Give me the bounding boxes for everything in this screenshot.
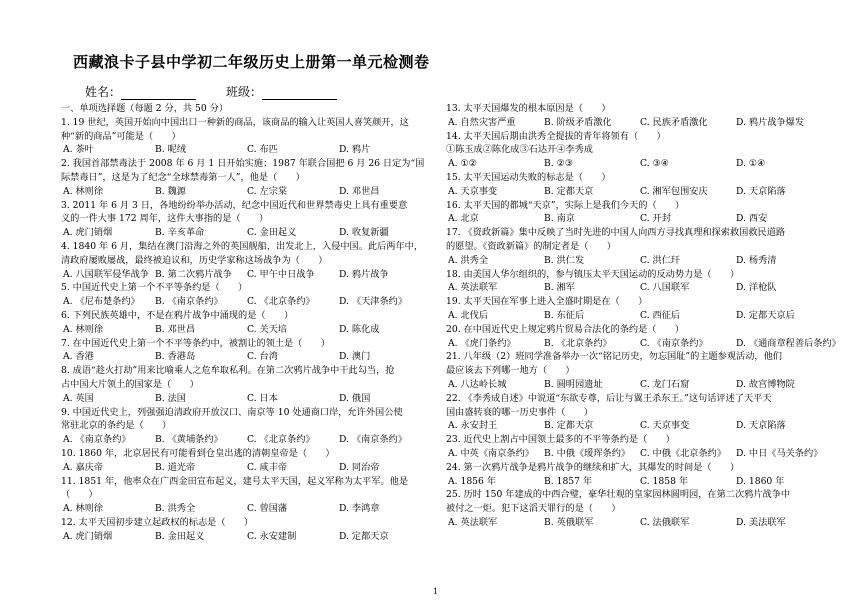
answer-option: D. 定都天京 [339,530,389,542]
answer-options [61,185,439,199]
answer-option: A. 永安封王 [448,420,498,432]
answer-options [446,281,836,295]
name-label: 姓名： [85,85,122,99]
question-text: 25. 历时 150 年建成的中西合璧，豪华壮观的皇家园林圆明园，在第二次鸦片战争中 [446,489,791,501]
answer-option: C. 龙门石窟 [640,378,690,390]
question-text: 国由盛转衰的哪一历史事件（ ） [446,406,593,418]
answer-option: B. 南京 [544,213,575,225]
answer-option: B. 香港岛 [155,351,196,363]
answer-option: C. 开封 [640,213,671,225]
answer-option: C. 湘军包围安庆 [640,185,708,197]
answer-options [61,226,439,240]
question-text: 义的一件大事 172 周年，这件大事指的是（ ） [61,213,269,225]
answer-option: A. 英法联军 [448,282,498,294]
answer-option: B. 洪仁发 [544,254,585,266]
answer-option: C. 布匹 [247,144,278,156]
answer-option: C. 天京事变 [640,420,690,432]
answer-option: D. 鸦片 [339,144,371,156]
answer-options [446,254,836,268]
answer-option: D. 收复新疆 [339,227,389,239]
answer-option: B. 中俄《瑷珲条约》 [544,447,631,459]
question-text: 清政府屡败屡战，最终被迫议和，历史学家称这场战争为（ ） [61,254,328,266]
answer-option: C. 日本 [247,392,278,404]
answer-option: B. 《黄埔条约》 [155,434,223,446]
answer-option: D. 鸦片战争 [339,268,389,280]
answer-option: B. 邓世昌 [155,323,196,335]
question-text: 2. 我国首部禁毒法于 2008 年 6 月 1 日开始实施；1987 年联合国把 6 月 26 日定为“国 [61,158,425,170]
question-text: 3. 2011 年 6 月 3 日，各地纷纷举办活动，纪念中国近代和世界禁毒史上具有重要意 [61,199,408,211]
answer-option: A. 嘉庆帝 [63,461,104,473]
question-text: 17. 《资政新篇》集中反映了当时先进的中国人向西方寻找真理和探索救国救民道路 [446,227,786,239]
answer-option: B. 金田起义 [155,530,205,542]
answer-option: B. 道光帝 [155,461,196,473]
answer-option: D. 陈化成 [339,323,380,335]
student-info [85,83,337,100]
class-blank[interactable] [262,87,337,100]
answer-option: D. ①④ [736,158,766,170]
answer-option: B. 湘军 [544,282,575,294]
answer-option: A. 八达岭长城 [448,378,507,390]
answer-options [61,143,439,157]
question-text: 的愿望。《资政新篇》的制定者是（ ） [446,240,616,252]
answer-options [446,185,836,199]
answer-option: C. 法俄联军 [640,516,690,528]
answer-option: B. ②③ [544,158,574,170]
answer-option: C. 左宗棠 [247,185,288,197]
question-text: 21. 八年级（2）班同学准备举办一次“铭记历史，勿忘国耻”的主题参观活动，他们 [446,351,782,363]
answer-option: A. 《尼布楚条约》 [63,296,140,308]
answer-option: D. 美法联军 [736,516,786,528]
answer-option: C. 西征后 [640,309,681,321]
answer-options [446,475,836,489]
answer-option: A. 香港 [63,351,94,363]
question-text: 14. 太平天国后期由洪秀全提拔的青年将领有（ ） [446,130,666,142]
question-text: 1. 19 世纪，英国开始向中国出口一种新的商品，该商品的输入让英国人喜笑颜开，这 [61,116,409,128]
answer-option: D. 同治帝 [339,461,380,473]
question-text: ①陈玉成②陈化成③石达开④李秀成 [446,144,593,156]
answer-option: C. 关天培 [247,323,288,335]
question-text: 常驻北京的条约是（ ） [61,420,172,432]
answer-option: D. 西安 [736,213,768,225]
answer-option: B. 东征后 [544,309,585,321]
exam-title: 西藏浪卡子县中学初二年级历史上册第一单元检测卷 [73,53,430,71]
answer-option: A. 《南京条约》 [63,434,131,446]
answer-option: D. 杨秀清 [736,254,777,266]
answer-option: C. 台湾 [247,351,278,363]
question-text: 23. 近代史上割占中国领土最多的不平等条约是（ ） [446,434,675,446]
answer-option: C. 曾国藩 [247,503,288,515]
answer-option: D. 鸦片战争爆发 [736,116,805,128]
answer-option: A. 洪秀全 [448,254,489,266]
answer-options [61,433,439,447]
question-text: 9. 中国近代史上，列强强迫清政府开放汉口、南京等 10 处通商口岸，允许外国公使 [61,406,403,418]
answer-option: A. 八国联军侵华战争 [63,268,149,280]
answer-option: D. 李鸿章 [339,503,380,515]
question-text: 6. 下列民族英雄中，不是在鸦片战争中涌现的是（ ） [61,309,294,321]
question-text: 种“新的商品”可能是（ ） [61,130,181,142]
answer-options [446,116,836,130]
answer-options [446,447,836,461]
class-label: 班级： [226,85,263,99]
question-text: 24. 第一次鸦片战争是鸦片战争的继续和扩大，其爆发的时间是（ ） [446,461,740,473]
question-text: 22. 《李秀成自述》中说道“东欲专尊，后让与翼王杀东王。”这句话评述了天平天 [446,392,772,404]
answer-option: A. 林则徐 [63,503,104,515]
answer-option: B. 呢绒 [155,144,186,156]
question-text: 7. 在中国近代史上第一个不平等条约中，被割让的领土是（ ） [61,337,330,349]
answer-options [446,516,836,530]
answer-option: C. 甲午中日战争 [247,268,315,280]
answer-option: A. 《虎门条约》 [448,337,516,349]
answer-options [61,350,439,364]
answer-option: C. 洪仁玕 [640,254,681,266]
answer-option: A. 北伐后 [448,309,489,321]
answer-option: C. 《北京条约》 [247,296,315,308]
answer-option: A. ①② [448,158,477,170]
answer-options [61,502,439,516]
answer-option: D. 《南京条约》 [339,434,408,446]
answer-option: C. 咸丰帝 [247,461,288,473]
question-text: 8. 成语“趁火打劫”用来比喻乘人之危牟取私利。在第二次鸦片战争中干此勾当，抢 [61,365,395,377]
answer-option: A. 自然灾害严重 [448,116,516,128]
answer-option: C. 民族矛盾激化 [640,116,708,128]
answer-option: C. 《南京条约》 [640,337,708,349]
answer-option: D. 洋枪队 [736,282,777,294]
question-text: 18. 由美国人华尔组织的，参与镇压太平天国运动的反动势力是（ ） [446,268,740,280]
answer-option: D. 故宫博物院 [736,378,795,390]
answer-option: D. 邓世昌 [339,185,380,197]
name-blank[interactable] [121,87,196,100]
question-text: 最应该去下列哪一地方（ ） [446,365,575,377]
answer-option: D. 《通商章程善后条约》 [736,337,841,349]
question-text: 15. 太平天国运动失败的标志是（ ） [446,171,611,183]
right-column [446,102,841,530]
question-text: 13. 太平天国爆发的根本原因是（ ） [446,103,611,114]
answer-option: A. 英法联军 [448,516,498,528]
answer-option: B. 定都天京 [544,420,594,432]
answer-options [446,378,836,392]
question-text: 际禁毒日”，这是为了纪念“全球禁毒第一人”，他是（ ） [61,171,305,183]
answer-option: A. 林则徐 [63,323,104,335]
left-column [61,102,439,544]
answer-option: A. 茶叶 [63,144,94,156]
question-text: 10. 1860 年，北京居民有可能看到仓皇出逃的清朝皇帝是（ ） [61,447,335,459]
answer-option: A. 虎门销烟 [63,227,113,239]
answer-option: B. 定都天京 [544,185,594,197]
answer-option: A. 北京 [448,213,479,225]
answer-option: D. 定都天京后 [736,309,795,321]
question-text: 4. 1840 年 6 月，集结在澳门沿海之外的英国舰船，出发北上，入侵中国。此后两年中， [61,240,424,252]
answer-options [446,337,841,351]
answer-option: D. 天京陷落 [736,420,786,432]
question-text: 11. 1851 年，他率众在广西金田宣布起义，建号太平天国，起义军称为太平军。他是 [61,475,409,487]
answer-option: C. 《北京条约》 [247,434,315,446]
question-text: 16. 太平天国的都城“天京”，实际上是我们今天的（ ） [446,199,685,211]
answer-option: D. 1860 年 [736,475,785,487]
answer-option: D. 天京陷落 [736,185,786,197]
question-text: 20. 在中国近代史上规定鸦片贸易合法化的条约是（ ） [446,323,685,335]
answer-option: B. 英俄联军 [544,516,594,528]
answer-option: B. 辛亥革命 [155,227,205,239]
answer-option: B. 第二次鸦片战争 [155,268,232,280]
answer-options [61,461,439,475]
answer-option: B. 《南京条约》 [155,296,223,308]
question-text: 19. 太平天国在军事上进入全盛时期是在（ ） [446,296,648,308]
answer-options [61,295,439,309]
answer-option: B. 《北京条约》 [544,337,612,349]
answer-option: A. 虎门销烟 [63,530,113,542]
question-text: （ ） [61,489,98,501]
answer-option: D. 澳门 [339,351,371,363]
answer-option: B. 圆明园遗址 [544,378,603,390]
answer-option: B. 洪秀全 [155,503,196,515]
question-text: 5. 中国近代史上第一个不平等条约是（ ） [61,282,248,294]
answer-option: C. 八国联军 [640,282,690,294]
question-text: 占中国大片领土的国家是（ ） [61,378,199,390]
answer-option: B. 1857 年 [544,475,593,487]
answer-option: D. 中日《马关条约》 [736,447,823,459]
answer-option: B. 魏源 [155,185,186,197]
answer-options [61,530,439,544]
question-text: 被付之一炬。犯下这滔天罪行的是（ ） [446,503,621,515]
answer-option: C. 中俄《北京条约》 [640,447,727,459]
answer-option: C. ③④ [640,158,670,170]
answer-options [446,419,836,433]
answer-option: C. 1858 年 [640,475,689,487]
answer-option: A. 英国 [63,392,94,404]
answer-options [61,323,439,337]
answer-option: A. 林则徐 [63,185,104,197]
answer-option: D. 《天津条约》 [339,296,408,308]
answer-option: B. 法国 [155,392,186,404]
answer-options [446,212,836,226]
answer-option: A. 中英《南京条约》 [448,447,534,459]
question-text: 一、单项选择题（每题 2 分，共 50 分） [61,103,229,114]
answer-option: C. 金田起义 [247,227,297,239]
question-text: 12. 太平天国初步建立起政权的标志是（ ） [61,516,254,528]
answer-option: D. 俄国 [339,392,371,404]
answer-options [446,157,836,171]
page-number: 1 [433,587,439,596]
answer-options [61,392,439,406]
answer-option: C. 永安建制 [247,530,297,542]
answer-option: A. 天京事变 [448,185,498,197]
answer-option: B. 阶级矛盾激化 [544,116,612,128]
answer-option: A. 1856 年 [448,475,496,487]
answer-options [446,309,836,323]
answer-options [61,268,439,282]
